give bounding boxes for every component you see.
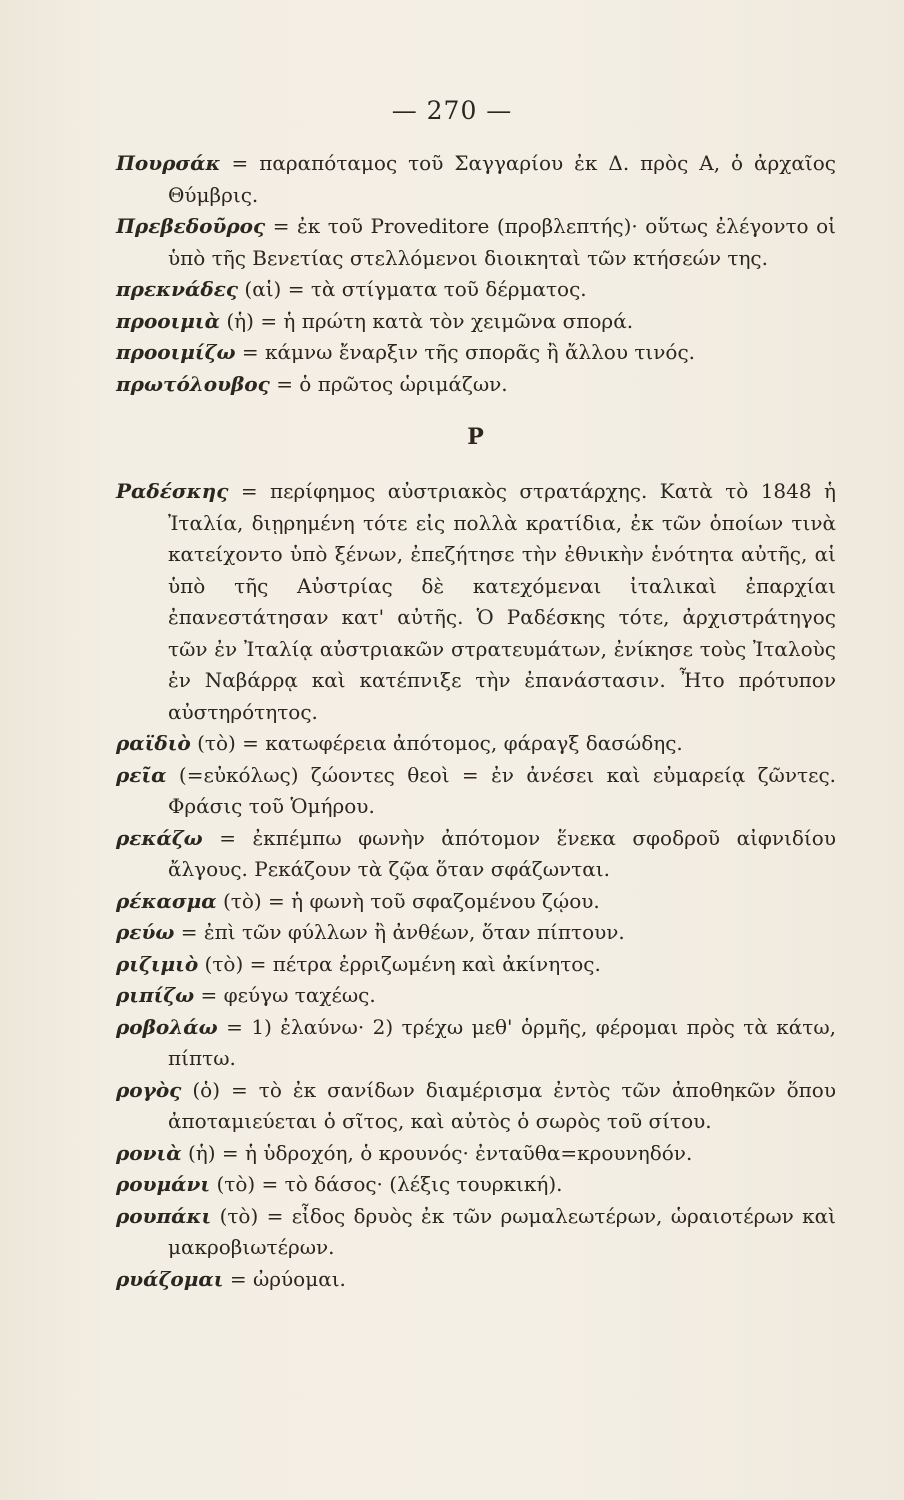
entry-definition: (ὁ) = τὸ ἐκ σανίδων διαμέρισμα ἐντὸς τῶν ἀποθηκῶν ὅπου ἀποταμιεύεται ὁ σῖτος, καὶ αὐτὸς ὁ σωρὸς τοῦ σίτου. bbox=[168, 1077, 836, 1133]
entry-lemma: ρεύω bbox=[116, 920, 175, 944]
list-item bbox=[116, 1264, 836, 1296]
list-item bbox=[116, 274, 836, 306]
entry-lemma: ριπίζω bbox=[116, 983, 195, 1007]
entry-definition: = κάμνω ἔναρξιν τῆς σπορᾶς ἢ ἄλλου τινός. bbox=[241, 340, 696, 364]
entry-lemma: Πρεβεδοῦρος bbox=[116, 214, 266, 238]
entry-definition: = παραπόταμος τοῦ Σαγγαρίου ἐκ Δ. πρὸς Α, ὁ ἀρχαῖος Θύμβρις. bbox=[168, 151, 836, 207]
list-item bbox=[116, 369, 836, 401]
letter-heading: Ρ bbox=[467, 424, 485, 450]
section-p bbox=[116, 148, 836, 400]
list-item bbox=[116, 823, 836, 886]
list-item bbox=[116, 337, 836, 369]
entry-lemma: Πουρσάκ bbox=[116, 151, 221, 175]
entry-lemma: πρεκνάδες bbox=[116, 277, 239, 301]
entry-definition: (τὸ) = εἶδος δρυὸς ἐκ τῶν ρωμαλεωτέρων, ὡραιοτέρων καὶ μακροβιωτέρων. bbox=[168, 1203, 837, 1259]
list-item bbox=[116, 1201, 836, 1264]
list-item bbox=[116, 306, 836, 338]
list-item bbox=[116, 1012, 836, 1075]
page-number: — 270 — bbox=[391, 96, 513, 125]
entry-lemma: προοιμίζω bbox=[116, 340, 236, 364]
entry-lemma: ρεῖα bbox=[116, 762, 167, 787]
entry-definition: = ὠρύομαι. bbox=[229, 1266, 346, 1291]
entry-lemma: ρονιὰ bbox=[116, 1140, 182, 1165]
list-item bbox=[116, 148, 836, 211]
list-item bbox=[116, 886, 836, 918]
section-r bbox=[116, 476, 836, 1295]
entry-lemma: ριζιμιὸ bbox=[116, 951, 199, 976]
list-item bbox=[116, 917, 836, 949]
entry-definition: (ἡ) = ἡ ὑδροχόη, ὁ κρουνός· ἐνταῦθα=κρουνηδόν. bbox=[187, 1140, 693, 1165]
entry-lemma: ροβολάω bbox=[116, 1014, 218, 1039]
entry-definition: = 1) ἐλαύνω· 2) τρέχω μεθ' ὁρμῆς, φέρομαι πρὸς τὰ κάτω, πίπτω. bbox=[168, 1014, 837, 1070]
list-item bbox=[116, 476, 836, 728]
entry-definition: = ὁ πρῶτος ὡριμάζων. bbox=[276, 371, 508, 396]
entry-lemma: ρέκασμα bbox=[116, 888, 217, 913]
entry-definition: (τὸ) = τὸ δάσος· (λέξις τουρκική). bbox=[216, 1172, 563, 1196]
entry-lemma: ραϊδιὸ bbox=[116, 731, 191, 755]
entry-lemma: ρογὸς bbox=[116, 1077, 182, 1102]
entry-definition: (ἡ) = ἡ πρώτη κατὰ τὸν χειμῶνα σπορά. bbox=[226, 308, 634, 333]
entry-lemma: ρυάζομαι bbox=[116, 1266, 224, 1291]
entry-definition: (τὸ) = κατωφέρεια ἀπότομος, φάραγξ δασώδης. bbox=[197, 731, 683, 755]
entry-definition: = ἐκπέμπω φωνὴν ἀπότομον ἕνεκα σφοδροῦ αἰφνιδίου ἄλγους. Ρεκάζουν τὰ ζῷα ὅταν σφάζωνται. bbox=[168, 825, 836, 881]
list-item bbox=[116, 980, 836, 1012]
entry-definition: = ἐκ τοῦ Proveditore (προβλεπτής)· οὕτως ἐλέγοντο οἱ ὑπὸ τῆς Βενετίας στελλόμενοι διοικηταὶ τῶν κτήσεών της. bbox=[168, 214, 836, 270]
entry-lemma: ρουπάκι bbox=[116, 1203, 212, 1228]
dictionary-entries bbox=[116, 148, 836, 1295]
entry-definition: (αἱ) = τὰ στίγματα τοῦ δέρματος. bbox=[244, 277, 587, 301]
entry-definition: = φεύγω ταχέως. bbox=[200, 983, 376, 1007]
entry-definition: (τὸ) = πέτρα ἐρριζωμένη καὶ ἀκίνητος. bbox=[204, 951, 601, 976]
list-item bbox=[116, 760, 836, 823]
list-item bbox=[116, 949, 836, 981]
list-item bbox=[116, 211, 836, 274]
entry-definition: (=εὐκόλως) ζώοντες θεοὶ = ἐν ἀνέσει καὶ εὐμαρείᾳ ζῶντες. Φράσις τοῦ Ὁμήρου. bbox=[168, 762, 837, 818]
entry-lemma: ρουμάνι bbox=[116, 1172, 211, 1196]
list-item bbox=[116, 728, 836, 760]
list-item bbox=[116, 1075, 836, 1138]
entry-definition: = περίφημος αὐστριακὸς στρατάρχης. Κατὰ τὸ 1848 ἡ Ἰταλία, διῃρημένη τότε εἰς πολλὰ κρατίδια, ἐκ τῶν ὁποίων τινὰ κατείχοντο ὑπὸ ξένων, ἐπεζήτησε τὴν ἐθνικὴν ἑνότητα αὐτῆς, αἱ ὑπὸ τῆς Αὐστρίας δὲ κατεχόμεναι ἰταλικαὶ ἐπαρχίαι ἐπανεστάτησαν κατ' αὐτῆς. Ὁ Ραδέσκης τότε, ἀρχιστράτηγος τῶν ἐν Ἰταλίᾳ αὐστριακῶν στρατευμάτων, ἐνίκησε τοὺς Ἰταλοὺς ἐν Ναβάρρᾳ καὶ κατέπνιξε τὴν ἐπανάστασιν. Ἦτο πρότυπον αὐστηρότητος. bbox=[168, 479, 837, 724]
entry-definition: = ἐπὶ τῶν φύλλων ἢ ἀνθέων, ὅταν πίπτουν. bbox=[180, 920, 625, 944]
list-item bbox=[116, 1138, 836, 1170]
entry-lemma: πρωτόλουβος bbox=[116, 371, 270, 396]
entry-lemma: Ραδέσκης bbox=[116, 479, 229, 503]
entry-definition: (τὸ) = ἡ φωνὴ τοῦ σφαζομένου ζῴου. bbox=[222, 888, 600, 913]
entry-lemma: ρεκάζω bbox=[116, 825, 203, 850]
entry-lemma: προοιμιὰ bbox=[116, 308, 221, 333]
list-item bbox=[116, 1169, 836, 1201]
